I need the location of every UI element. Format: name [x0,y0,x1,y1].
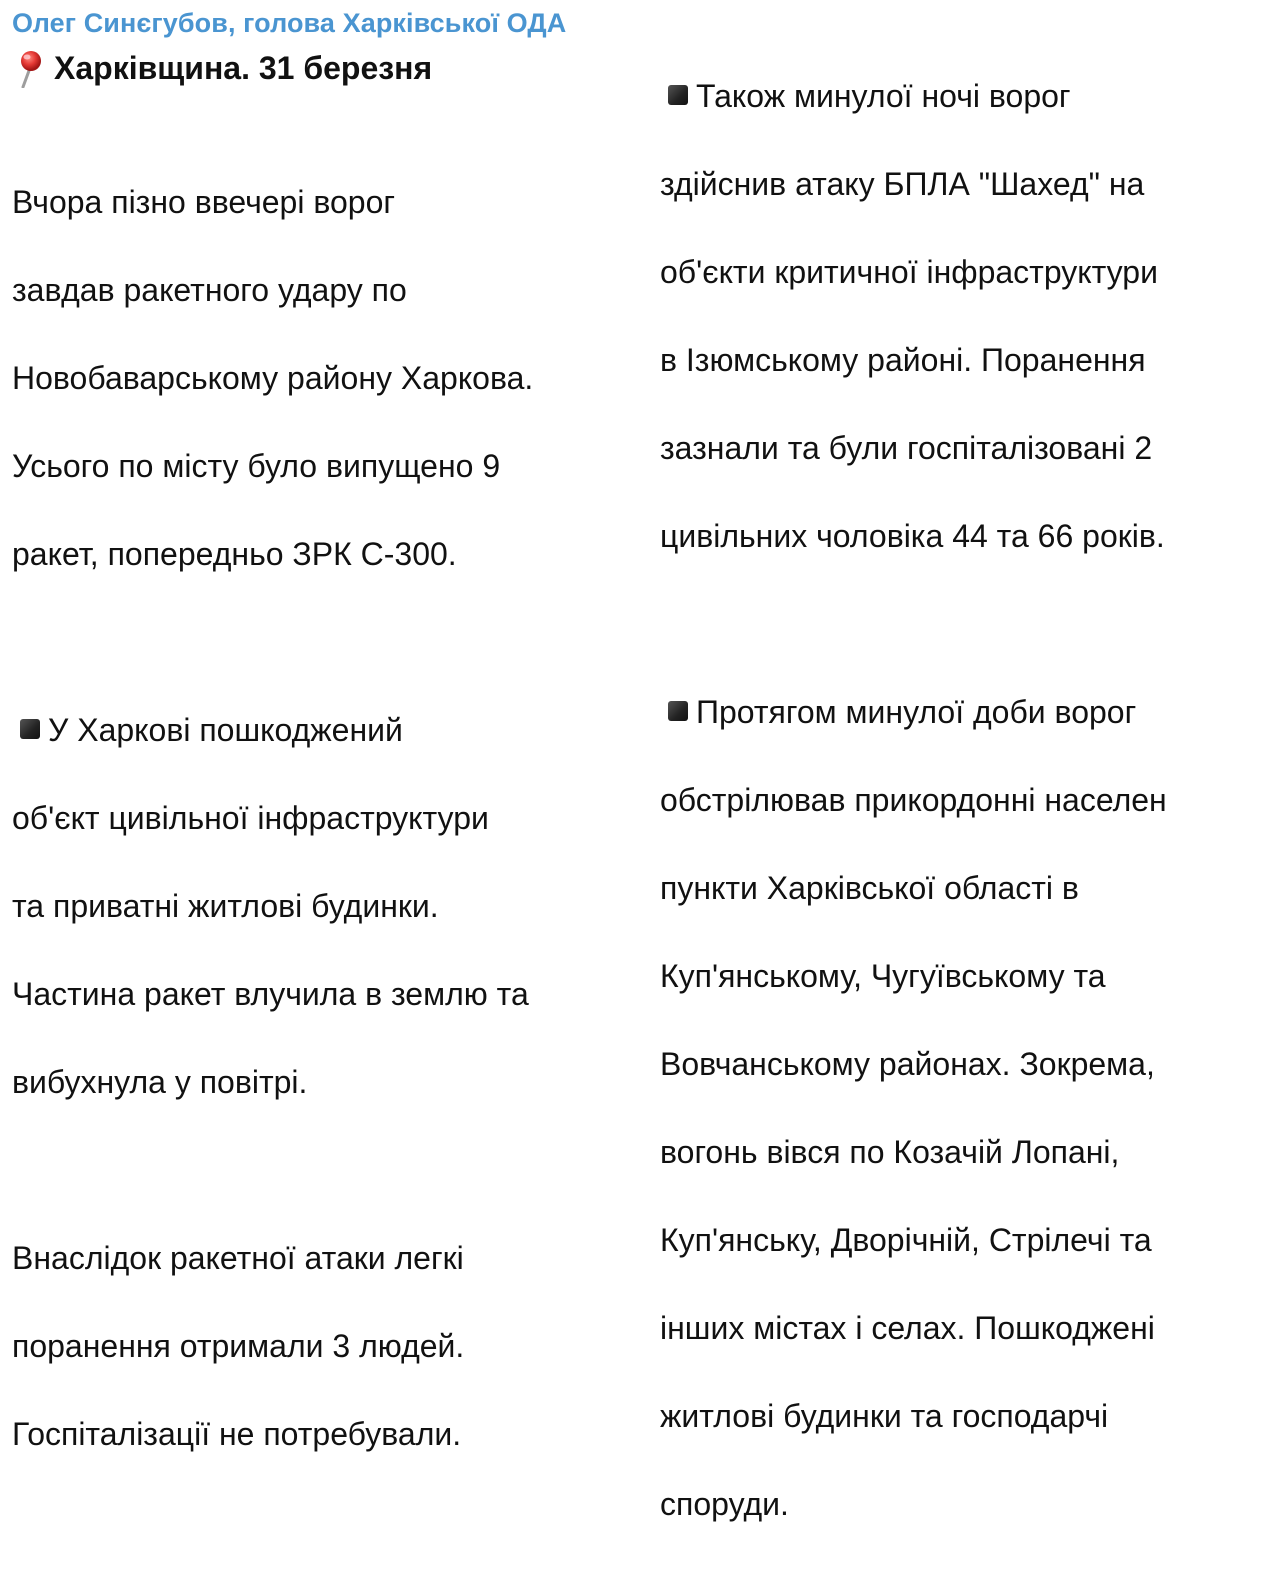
black-square-icon [668,701,688,721]
text-line: об'єкт цивільної інфраструктури [12,800,489,836]
text-line: Усього по місту було випущено 9 [12,448,501,484]
text-line [660,690,1280,734]
paragraph-border-shelling [660,646,1280,1570]
text-line: Госпіталізації не потребували. [12,1416,462,1452]
text-line: ракет, попередньо ЗРК С-300. [12,536,457,572]
text-line: житлові будинки та господарчі [660,1398,1109,1434]
text-line: Частина ракет влучила в землю та [12,976,529,1012]
text-line [12,708,652,752]
right-column [660,0,1280,1570]
paragraph-missile-strike [12,136,652,620]
text-line: в Ізюмському районі. Поранення [660,342,1146,378]
round-pushpin-icon [12,48,48,88]
text-line [660,74,1280,118]
text-line: споруди. [660,1486,789,1522]
text-line: Куп'янську, Дворічній, Стрілечі та [660,1222,1152,1258]
text-line: інших містах і селах. Пошкоджені [660,1310,1155,1346]
text-line: та приватні житлові будинки. [12,888,439,924]
text-line: вибухнула у повітрі. [12,1064,308,1100]
text-line: Вчора пізно ввечері ворог [12,184,396,220]
text-line: Вовчанському районах. Зокрема, [660,1046,1155,1082]
paragraph-damage-kharkiv [12,664,652,1148]
text-line-content: У Харкові пошкоджений [48,712,403,748]
heading-text: Харківщина. 31 березня [54,50,433,86]
text-line: цивільних чоловіка 44 та 66 років. [660,518,1165,554]
left-column [12,0,652,1500]
text-line: Новобаварському району Харкова. [12,360,534,396]
text-line: Внаслідок ракетної атаки легкі [12,1240,464,1276]
text-line-content: Також минулої ночі ворог [696,78,1071,114]
text-line: поранення отримали 3 людей. [12,1328,465,1364]
text-line: вогонь вівся по Козачій Лопані, [660,1134,1120,1170]
text-line: завдав ракетного удару по [12,272,407,308]
post-heading [12,48,652,88]
channel-sender-name[interactable]: Олег Синєгубов, голова Харківської ОДА [12,8,567,38]
black-square-icon [20,719,40,739]
black-square-icon [668,85,688,105]
text-line: об'єкти критичної інфраструктури [660,254,1158,290]
text-line: Куп'янському, Чугуївському та [660,958,1106,994]
text-line: обстрілював прикордонні населен [660,782,1167,818]
text-line: пункти Харківської області в [660,870,1079,906]
text-line: зазнали та були госпіталізовані 2 [660,430,1153,466]
text-line: здійснив атаку БПЛА "Шахед" на [660,166,1145,202]
paragraph-injuries [12,1192,652,1500]
paragraph-shahed-attack [660,30,1280,602]
text-line-content: Протягом минулої доби ворог [696,694,1137,730]
